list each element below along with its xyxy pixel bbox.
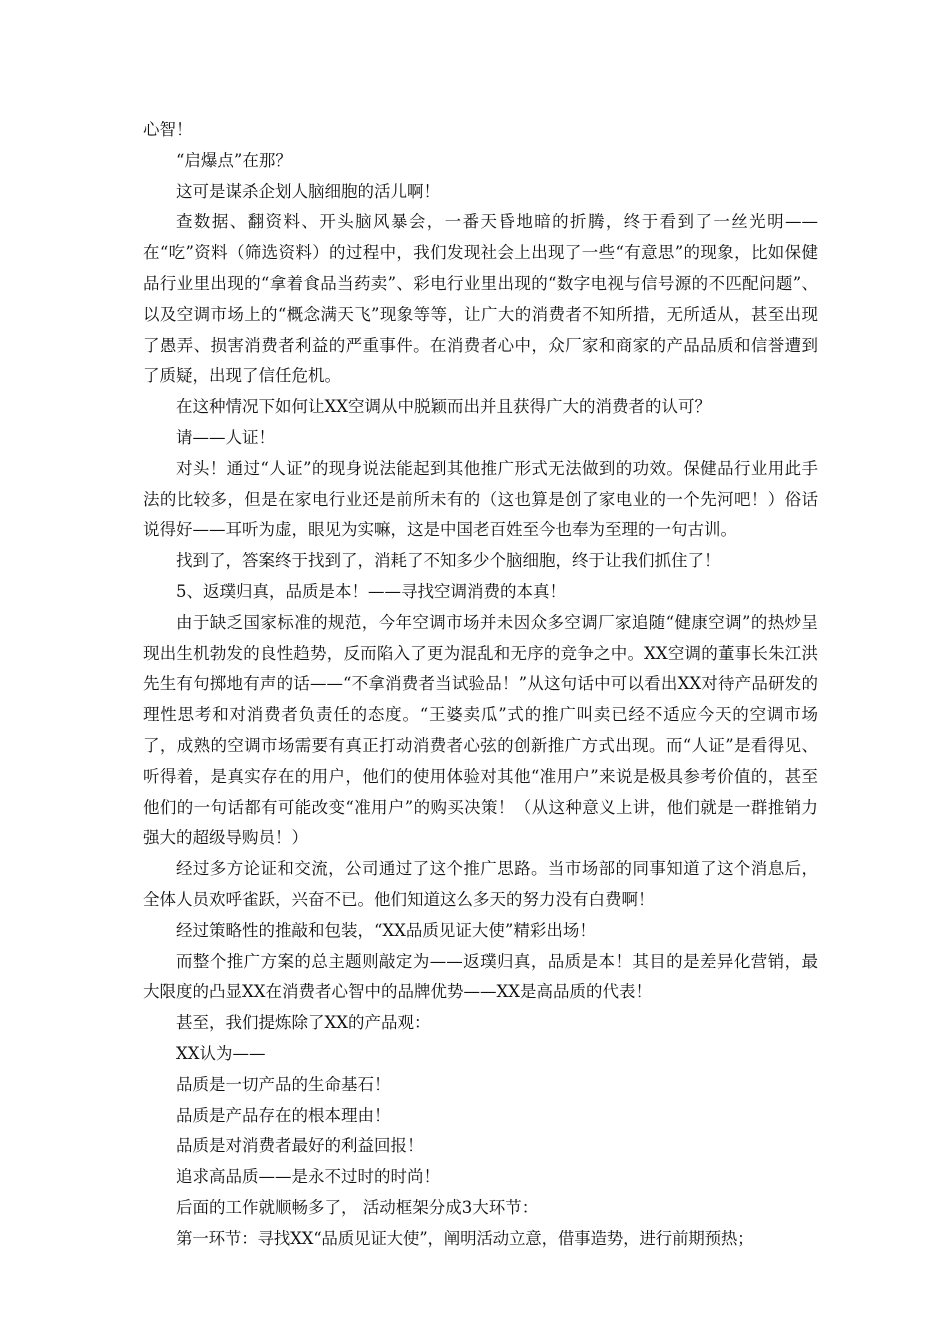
paragraph-14: 甚至，我们提炼除了XX的产品观： [176, 1013, 431, 1033]
paragraph-3: 这可是谋杀企划人脑细胞的活儿啊！ [176, 181, 440, 201]
paragraph-21: 第一环节：寻找XX“品质见证大使”，阐明活动立意，借事造势，进行前期预热； [176, 1228, 754, 1248]
paragraph-17: 品质是产品存在的根本理由！ [176, 1105, 391, 1125]
paragraph-19: 追求高品质——是永不过时的时尚！ [176, 1167, 440, 1187]
paragraph-7: 对头！通过“人证”的现身说法能起到其他推广形式无法做到的功效。保健品行业用此手法的比较多，但是在家电行业还是前所未有的（这也算是创了家电业的一个先河吧！）俗话说得好——耳听为虚，眼见为实嘛，这是中国老百姓至今也奉为至理的一句古训。 [143, 458, 818, 540]
paragraph-1: 心智！ [143, 120, 193, 139]
paragraph-18: 品质是对消费者最好的利益回报！ [176, 1136, 424, 1156]
paragraph-4: 查数据、翻资料、开头脑风暴会，一番天昏地暗的折腾，终于看到了一丝光明——在“吃”资料（筛选资料）的过程中，我们发现社会上出现了一些“有意思”的现象，比如保健品行业里出现的“拿着食品当药卖”、彩电行业里出现的“数字电视与信号源的不匹配问题”、以及空调市场上的“概念满天飞”现象等等，让广大的消费者不知所措，无所适从，甚至出现了愚弄、损害消费者利益的严重事件。在消费者心中，众厂家和商家的产品品质和信誉遭到了质疑，出现了信任危机。 [143, 212, 818, 386]
paragraph-8: 找到了，答案终于找到了，消耗了不知多少个脑细胞，终于让我们抓住了！ [176, 551, 721, 571]
document-page [143, 115, 818, 1254]
paragraph-2: “启爆点”在那？ [176, 150, 292, 170]
paragraph-6: 请——人证！ [176, 427, 275, 447]
paragraph-13: 而整个推广方案的总主题则敲定为——返璞归真，品质是本！其目的是差异化营销，最大限度的凸显XX在消费者心智中的品牌优势——XX是高品质的代表！ [143, 951, 818, 1002]
section-heading: 5、返璞归真，品质是本！——寻找空调消费的本真！ [176, 581, 566, 601]
paragraph-5: 在这种情况下如何让XX空调从中脱颖而出并且获得广大的消费者的认可？ [176, 397, 711, 417]
paragraph-10: 由于缺乏国家标准的规范，今年空调市场并未因众多空调厂家追随“健康空调”的热炒呈现出生机勃发的良性趋势，反而陷入了更为混乱和无序的竞争之中。XX空调的董事长朱江洪先生有句掷地有声的话——“不拿消费者当试验品！”从这句话中可以看出XX对待产品研发的理性思考和对消费者负责任的态度。“王婆卖瓜”式的推广叫卖已经不适应今天的空调市场了，成熟的空调市场需要有真正打动消费者心弦的创新推广方式出现。而“人证”是看得见、听得着，是真实存在的用户，他们的使用体验对其他“准用户”来说是极具参考价值的，甚至他们的一句话都有可能改变“准用户”的购买决策！（从这种意义上讲，他们就是一群推销力强大的超级导购员！） [143, 612, 818, 848]
paragraph-15: XX认为—— [176, 1043, 266, 1063]
paragraph-12: 经过策略性的推敲和包装，“XX品质见证大使”精彩出场！ [176, 920, 596, 940]
paragraph-16: 品质是一切产品的生命基石！ [176, 1074, 391, 1094]
paragraph-11: 经过多方论证和交流，公司通过了这个推广思路。当市场部的同事知道了这个消息后，全体人员欢呼雀跃，兴奋不已。他们知道这么多天的努力没有白费啊！ [143, 859, 818, 909]
paragraph-20: 后面的工作就顺畅多了， 活动框架分成3大环节： [176, 1197, 539, 1217]
